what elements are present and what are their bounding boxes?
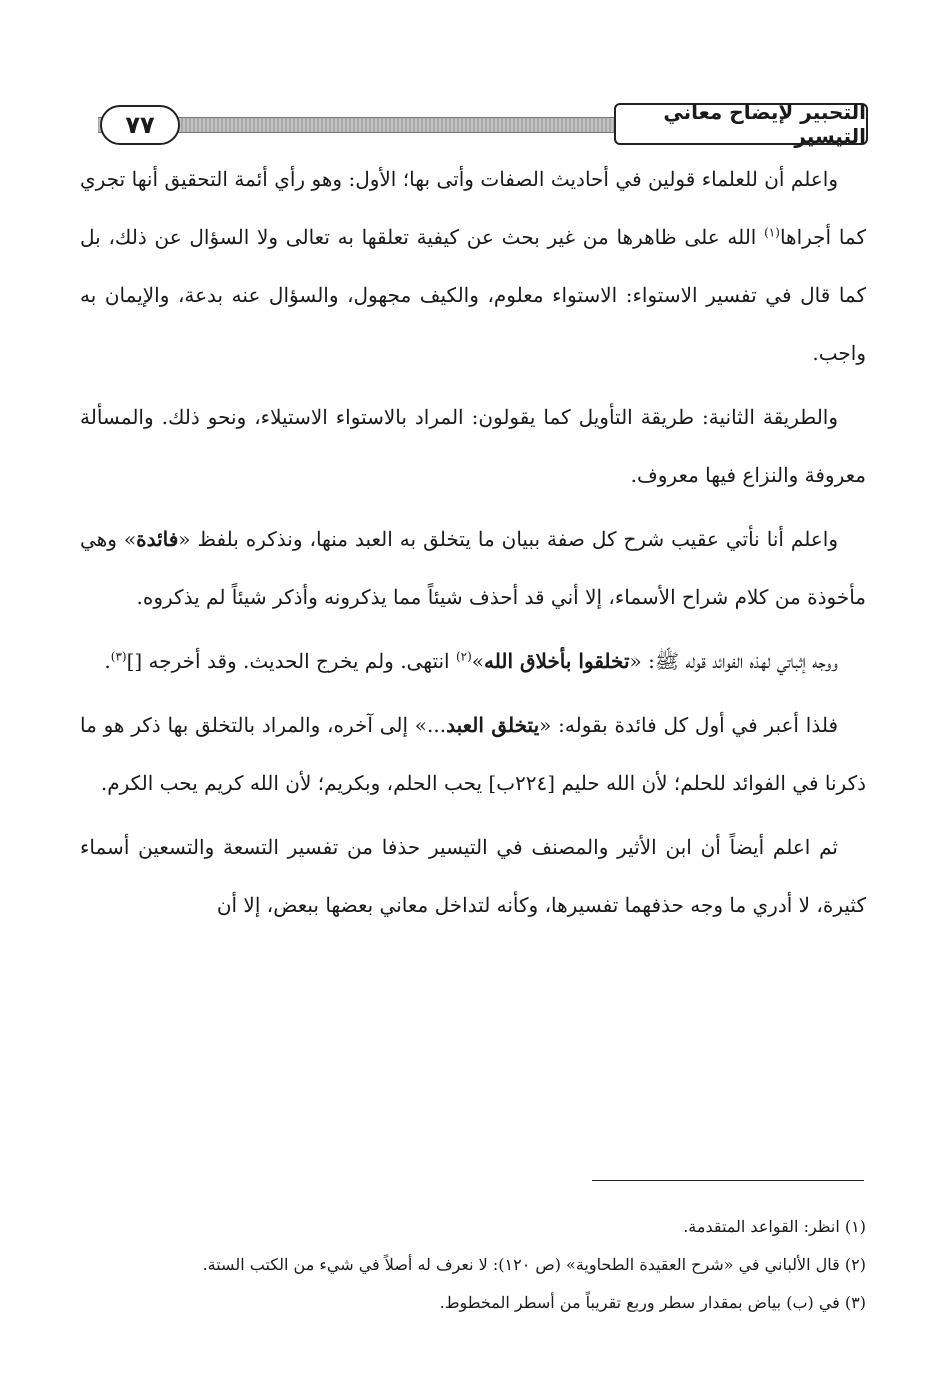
- paragraph-6: [80, 818, 866, 934]
- paragraph-1: [80, 150, 866, 382]
- text-segment: واعلم أنا نأتي عقيب شرح كل صفة ببيان ما يتخلق به العبد منها، ونذكره بلفظ «: [178, 527, 838, 551]
- text-segment: والطريقة الثانية: طريقة التأويل كما يقولون: المراد بالاستواء الاستيلاء، ونحو ذلك. والمسألة معروفة والنزاع فيها معروف.: [80, 405, 866, 487]
- text-segment: .: [104, 649, 111, 673]
- text-segment: ثم اعلم أيضاً أن ابن الأثير والمصنف في التيسير حذفا من تفسير التسعة والتسعين أسماء كثيرة، لا أدري ما وجه حذفهما تفسيرها، وكأنه لتداخل معاني بعضها ببعض، إلا أن: [80, 835, 866, 917]
- paragraph-4: [80, 632, 866, 690]
- text-segment: ...» إلى آخره، والمراد بالتخلق بها ذكر هو ما ذكرنا في الفوائد للحلم؛ لأن الله حليم [٢٢٤ب] يحب الحلم، وبكريم؛ لأن الله كريم يحب الكرم.: [80, 713, 866, 795]
- text-segment: » وهي مأخوذة من كلام شراح الأسماء، إلا أني قد أحذف شيئاً مما يذكرونه وأذكر شيئاً لم يذكروه.: [80, 527, 866, 609]
- text-segment: انتهى. ولم يخرج الحديث. وقد أخرجه []: [126, 649, 456, 673]
- text-segment: »: [471, 649, 485, 673]
- footnote-3: (٣) في (ب) بياض بمقدار سطر وربع تقريباً من أسطر المخطوط.: [439, 1293, 866, 1312]
- page-header: [78, 100, 868, 149]
- paragraph-5: [80, 696, 866, 812]
- text-segment: الله على ظاهرها من غير بحث عن كيفية تعلقها به تعالى ولا السؤال عن ذلك، بل كما قال في تفسير الاستواء: الاستواء معلوم، والكيف مجهول، والسؤال عنه بدعة، والإيمان به واجب.: [80, 225, 866, 365]
- footnote-2: (٢) قال الألباني في «شرح العقيدة الطحاوية» (ص ١٢٠): لا نعرف له أصلاً في شيء من الكتب الستة.: [202, 1255, 866, 1274]
- footnote-ref: (٣): [110, 649, 127, 664]
- text-segment: فلذا أعبر في أول كل فائدة بقوله: «: [539, 713, 838, 737]
- bold-term: يتخلق العبد: [446, 713, 540, 737]
- running-title: التحبير لإيضاح معاني التيسير: [614, 103, 868, 145]
- paragraph-3: [80, 510, 866, 626]
- bold-term: تخلقوا بأخلاق الله: [484, 649, 630, 673]
- main-text: [80, 150, 866, 940]
- bold-term: فائدة: [136, 527, 179, 551]
- footnote-ref: (١): [764, 225, 780, 240]
- paragraph-2: [80, 388, 866, 504]
- footnote-1: (١) انظر: القواعد المتقدمة.: [683, 1217, 866, 1236]
- text-segment: واعلم أن للعلماء قولين في أحاديث الصفات وأتى بها؛ الأول: وهو رأي أئمة التحقيق أنها تجري كما أجراها: [80, 167, 866, 249]
- text-segment: ووجه إثباتي لهذه الفوائد قوله ﷺ: «: [629, 649, 838, 673]
- footnote-ref: (٢): [455, 649, 472, 664]
- footnote-separator: [592, 1180, 864, 1181]
- footnotes: [80, 1208, 866, 1322]
- page-number: ٧٧: [100, 105, 180, 145]
